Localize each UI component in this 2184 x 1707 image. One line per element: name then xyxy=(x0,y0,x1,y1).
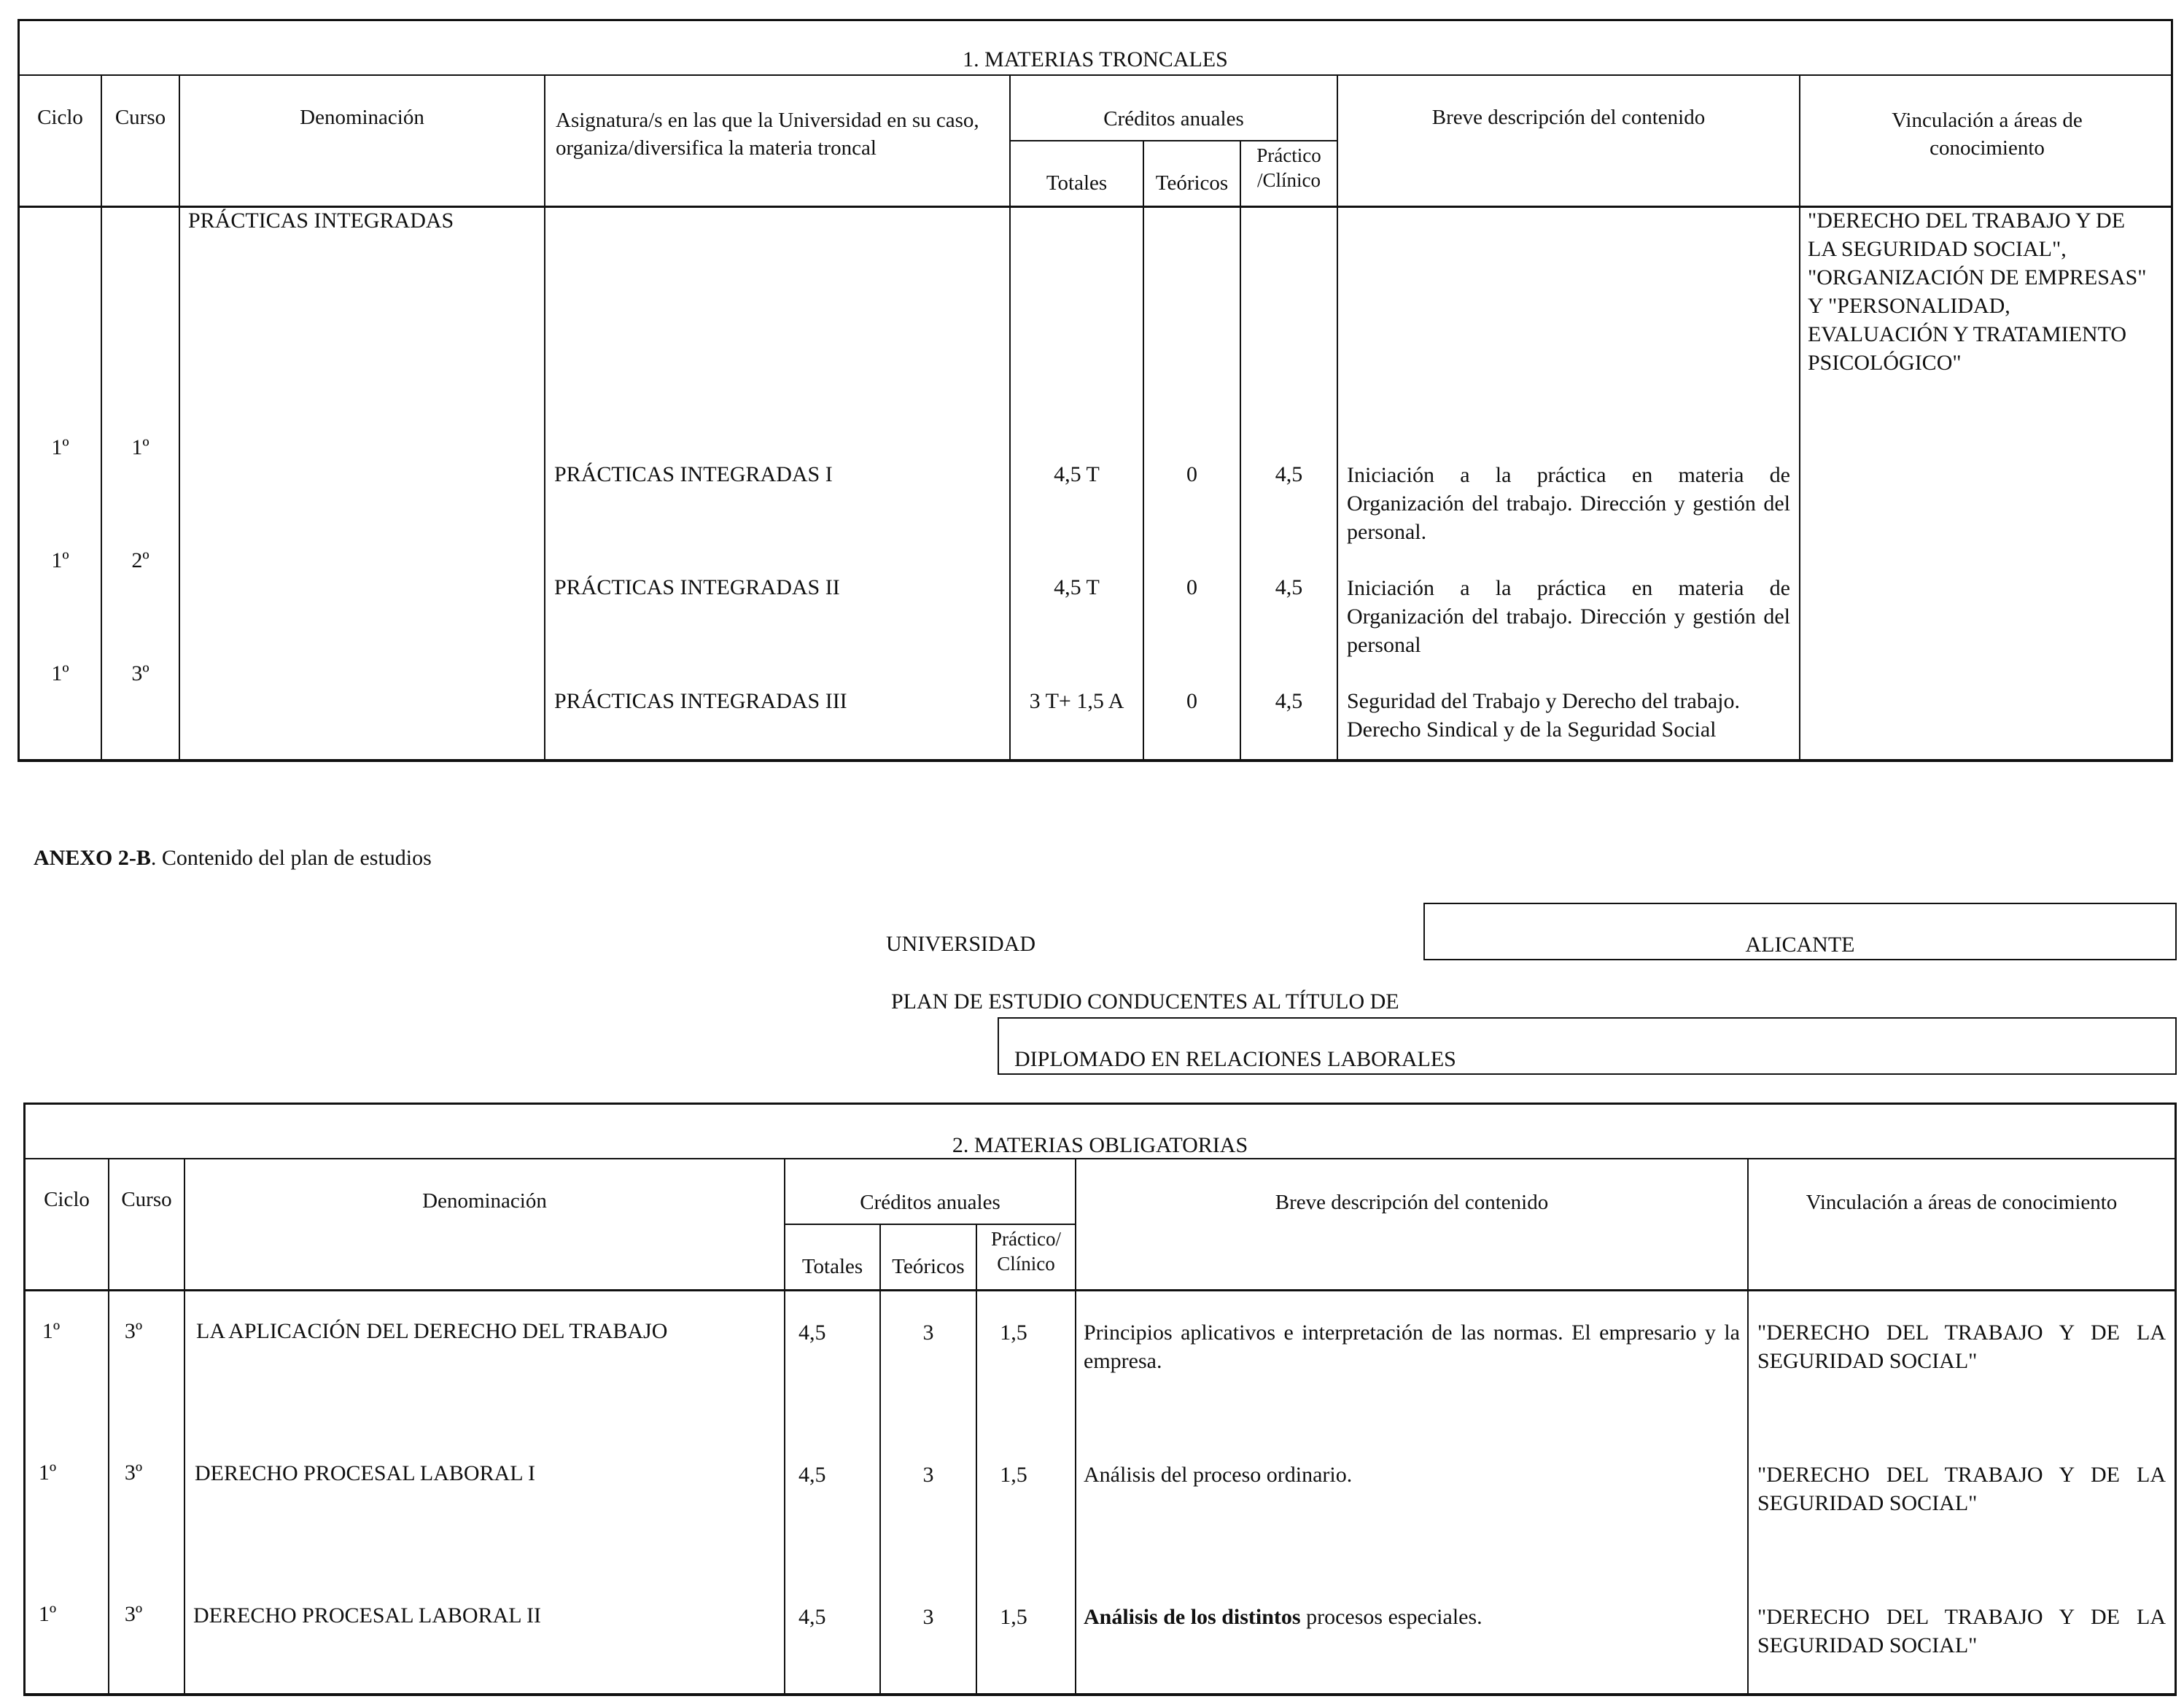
troncales-vinculacion: "DERECHO DEL TRABAJO Y DE LA SEGURIDAD SOCIAL", "ORGANIZACIÓN DE EMPRESAS" Y "PERSONALIDAD, EVALUACIÓN Y TRATAMIENTO PSICOLÓGICO" xyxy=(1808,209,2147,375)
obligatorias-row-vinculacion: "DERECHO DEL TRABAJO Y DE LA SEGURIDAD SOCIAL" xyxy=(1757,1463,2166,1515)
troncales-row-asignatura: PRÁCTICAS INTEGRADAS I xyxy=(554,462,833,486)
obligatorias-row-totales: 4,5 xyxy=(798,1321,826,1345)
header-totales: Totales xyxy=(801,1255,863,1278)
header-descripcion: Breve descripción del contenido xyxy=(1275,1191,1549,1214)
troncales-row-ciclo: 1º xyxy=(51,661,69,685)
obligatorias-row-practico: 1,5 xyxy=(1000,1463,1027,1487)
header-asignaturas: Asignatura/s en las que la Universidad en su caso, organiza/diversifica la materia troncal xyxy=(556,109,979,160)
troncales-row-ciclo: 1º xyxy=(51,435,69,459)
obligatorias-title: 2. MATERIAS OBLIGATORIAS xyxy=(952,1133,1248,1157)
header-descripcion: Breve descripción del contenido xyxy=(1431,106,1706,129)
troncales-row-descripcion: Iniciación a la práctica en materia de Organización del trabajo. Dirección y gestión del personal. xyxy=(1347,463,1790,544)
universidad-value: ALICANTE xyxy=(1745,933,1855,957)
troncales-row-totales: 4,5 T xyxy=(1054,462,1100,486)
troncales-row-descripcion: Seguridad del Trabajo y Derecho del trabajo. Derecho Sindical y de la Seguridad Social xyxy=(1347,689,1741,742)
obligatorias-row-ciclo: 1º xyxy=(38,1602,57,1626)
obligatorias-row-teoricos: 3 xyxy=(922,1605,934,1629)
header-vinculacion: Vinculación a áreas de conocimiento xyxy=(1892,109,2083,160)
obligatorias-row-ciclo: 1º xyxy=(38,1461,57,1485)
header-ciclo: Ciclo xyxy=(37,106,83,129)
obligatorias-row-vinculacion: "DERECHO DEL TRABAJO Y DE LA SEGURIDAD SOCIAL" xyxy=(1757,1605,2166,1657)
header-curso: Curso xyxy=(121,1188,172,1211)
obligatorias-row-ciclo: 1º xyxy=(42,1319,61,1343)
header-totales: Totales xyxy=(1046,171,1108,195)
header-practico: Práctico /Clínico xyxy=(1256,144,1321,191)
troncales-row-totales: 4,5 T xyxy=(1054,575,1100,599)
obligatorias-row-vinculacion: "DERECHO DEL TRABAJO Y DE LA SEGURIDAD SOCIAL" xyxy=(1757,1321,2166,1373)
universidad-label: UNIVERSIDAD xyxy=(886,932,1035,956)
obligatorias-row-practico: 1,5 xyxy=(1000,1321,1027,1345)
troncales-row-teoricos: 0 xyxy=(1186,575,1197,599)
obligatorias-row-curso: 3º xyxy=(124,1461,143,1485)
header-practico: Práctico/ Clínico xyxy=(991,1228,1061,1275)
obligatorias-row-curso: 3º xyxy=(124,1602,143,1626)
troncales-row-practico: 4,5 xyxy=(1275,575,1303,599)
obligatorias-row-practico: 1,5 xyxy=(1000,1605,1027,1629)
header-ciclo: Ciclo xyxy=(44,1188,90,1211)
troncales-row-teoricos: 0 xyxy=(1186,689,1197,713)
troncales-row-descripcion: Iniciación a la práctica en materia de Organización del trabajo. Dirección y gestión del personal xyxy=(1347,576,1790,657)
obligatorias-row-descripcion: Análisis del proceso ordinario. xyxy=(1084,1463,1353,1487)
troncales-row-teoricos: 0 xyxy=(1186,462,1197,486)
obligatorias-row-totales: 4,5 xyxy=(798,1463,826,1487)
troncales-row-practico: 4,5 xyxy=(1275,462,1303,486)
header-curso: Curso xyxy=(114,106,166,129)
troncales-row-totales: 3 T+ 1,5 A xyxy=(1029,689,1124,713)
obligatorias-row-denominacion: DERECHO PROCESAL LABORAL I xyxy=(195,1461,535,1485)
troncales-denominacion: PRÁCTICAS INTEGRADAS xyxy=(188,209,454,233)
troncales-row-curso: 1º xyxy=(131,435,149,459)
anexo-label: ANEXO 2-B. Contenido del plan de estudios xyxy=(34,846,432,870)
plan-label: PLAN DE ESTUDIO CONDUCENTES AL TÍTULO DE xyxy=(891,989,1399,1014)
obligatorias-row-denominacion: DERECHO PROCESAL LABORAL II xyxy=(193,1603,541,1628)
titulo-value: DIPLOMADO EN RELACIONES LABORALES xyxy=(1014,1047,1456,1071)
header-denominacion: Denominación xyxy=(422,1189,547,1213)
header-denominacion: Denominación xyxy=(300,106,424,129)
troncales-row-curso: 3º xyxy=(131,661,149,685)
troncales-row-practico: 4,5 xyxy=(1275,689,1303,713)
troncales-row-asignatura: PRÁCTICAS INTEGRADAS III xyxy=(554,689,847,713)
obligatorias-row-curso: 3º xyxy=(124,1319,143,1343)
obligatorias-row-descripcion: Análisis de los distintos procesos especiales. xyxy=(1084,1605,1482,1629)
troncales-row-ciclo: 1º xyxy=(51,548,69,572)
obligatorias-row-descripcion: Principios aplicativos e interpretación de las normas. El empresario y la empresa. xyxy=(1084,1321,1740,1373)
header-creditos: Créditos anuales xyxy=(860,1191,1000,1214)
obligatorias-row-totales: 4,5 xyxy=(798,1605,826,1629)
obligatorias-row-teoricos: 3 xyxy=(922,1463,934,1487)
header-vinculacion: Vinculación a áreas de conocimiento xyxy=(1806,1191,2118,1214)
header-teoricos: Teóricos xyxy=(1155,171,1229,195)
obligatorias-row-teoricos: 3 xyxy=(922,1321,934,1345)
obligatorias-row-denominacion: LA APLICACIÓN DEL DERECHO DEL TRABAJO xyxy=(196,1319,668,1343)
troncales-title: 1. MATERIAS TRONCALES xyxy=(963,47,1228,71)
header-teoricos: Teóricos xyxy=(892,1255,965,1278)
troncales-row-curso: 2º xyxy=(131,548,149,572)
troncales-row-asignatura: PRÁCTICAS INTEGRADAS II xyxy=(554,575,840,599)
header-creditos: Créditos anuales xyxy=(1103,107,1244,131)
